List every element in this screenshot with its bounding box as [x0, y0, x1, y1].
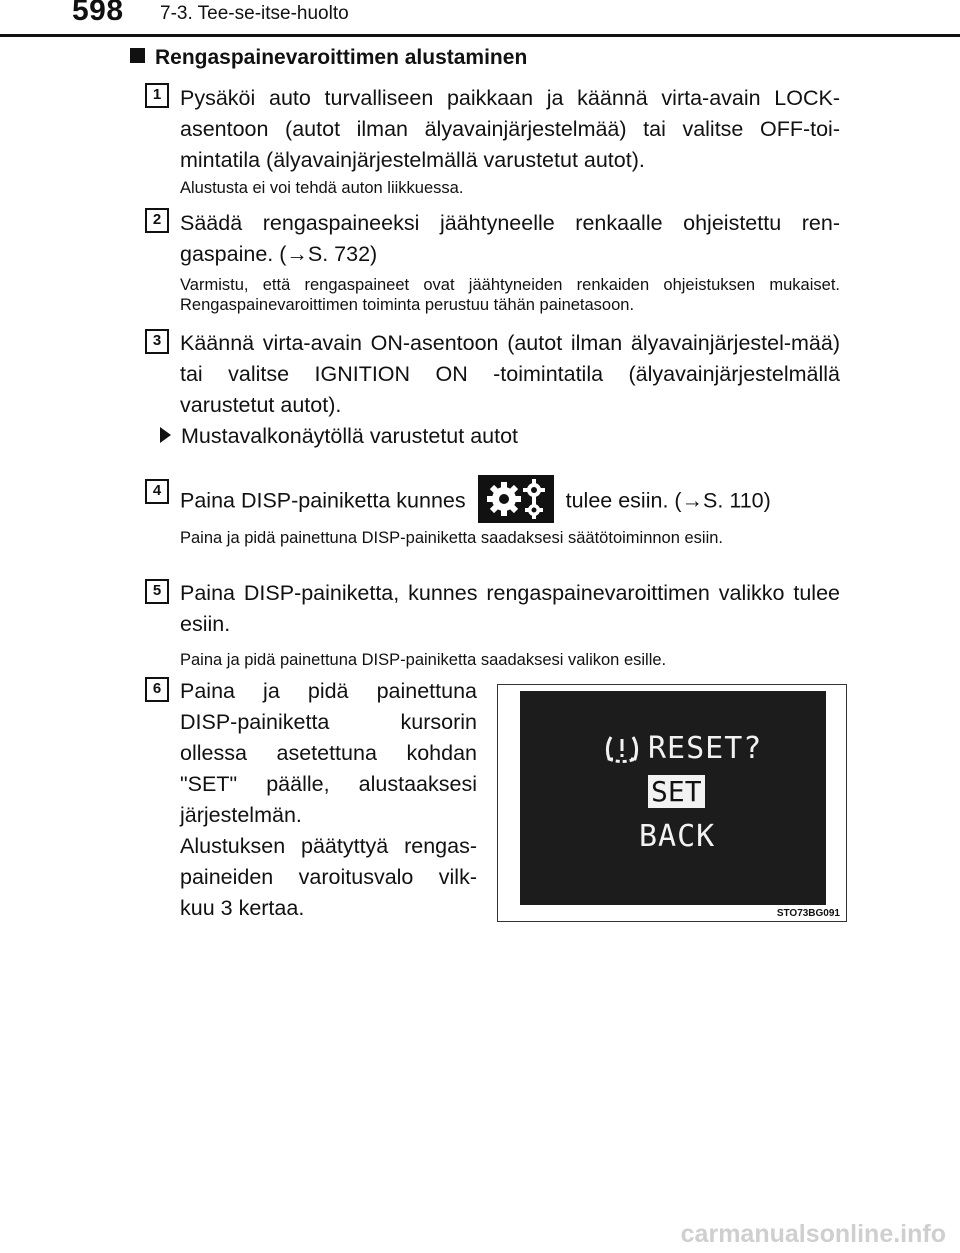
bullet-heading: Mustavalkonäytöllä varustetut autot	[160, 424, 518, 449]
set-option: SET	[648, 775, 705, 808]
tire-pressure-warning-icon	[604, 734, 640, 764]
step-6-text: Paina ja pidä painettuna DISP-painiketta kursorin ollessa asetettuna kohdan "SET" päälle, alustaaksesi järjestelmän. Alustuksen päätyttyä rengas- paineiden varoitusvalo vilk- kuu 3 kertaa.	[180, 679, 477, 920]
reset-label: RESET?	[648, 731, 763, 766]
step-3-text: Käännä virta-avain ON-asentoon (autot ilman älyavainjärjestel-mää) tai valitse IGNITION ON -toimintatila (älyavainjärjestelmällä varustetut autot).	[180, 331, 840, 417]
header-rule	[0, 34, 960, 37]
step-1-text: Pysäköi auto turvalliseen paikkaan ja käännä virta-avain LOCK-asentoon (autot ilman älyavainjärjestelmää) tai valitse OFF-toi-mintatila (älyavainjärjestelmällä varustetut autot).	[180, 86, 840, 172]
page-header	[0, 0, 960, 36]
chapter-title: 7-3. Tee-se-itse-huolto	[160, 3, 349, 24]
step-badge-2: 2	[145, 208, 169, 233]
step-badge-6: 6	[145, 677, 169, 702]
step-2-note: Varmistu, että rengaspaineet ovat jäähtyneiden renkaiden ohjeistuksen mukaiset. Rengaspainevaroittimen toiminta perustuu tähän painetasoon.	[180, 276, 840, 314]
step-badge-4: 4	[145, 479, 169, 504]
section-title: Rengaspainevaroittimen alustaminen	[130, 46, 527, 70]
step-4-note: Paina ja pidä painettuna DISP-painiketta saadaksesi säätötoiminnon esiin.	[180, 529, 724, 547]
step-badge-1: 1	[145, 83, 169, 108]
step-1-note: Alustusta ei voi tehdä auton liikkuessa.	[180, 179, 464, 197]
back-option: BACK	[639, 819, 716, 854]
step-5-text: Paina DISP-painiketta, kunnes rengaspainevaroittimen valikko tulee esiin.	[180, 581, 840, 636]
triangle-bullet-icon	[160, 427, 171, 443]
watermark: carmanualsonline.info	[680, 1220, 946, 1248]
display-screen	[520, 691, 826, 905]
step-4-text: Paina DISP-painiketta kunnes tulee esiin. (→S. 110)	[180, 478, 840, 526]
section-square-icon	[130, 48, 145, 63]
step-2-text: Säädä rengaspaineeksi jäähtyneelle renkaalle ohjeistettu ren-gaspaine. (→S. 732)	[180, 211, 840, 266]
step-5-note: Paina ja pidä painettuna DISP-painiketta saadaksesi valikon esille.	[180, 651, 667, 669]
display-figure	[497, 684, 847, 922]
settings-gears-icon	[478, 475, 554, 523]
step-badge-5: 5	[145, 579, 169, 604]
step-badge-3: 3	[145, 329, 169, 354]
page-number: 598	[72, 0, 124, 27]
figure-code: STO73BG091	[776, 908, 840, 919]
